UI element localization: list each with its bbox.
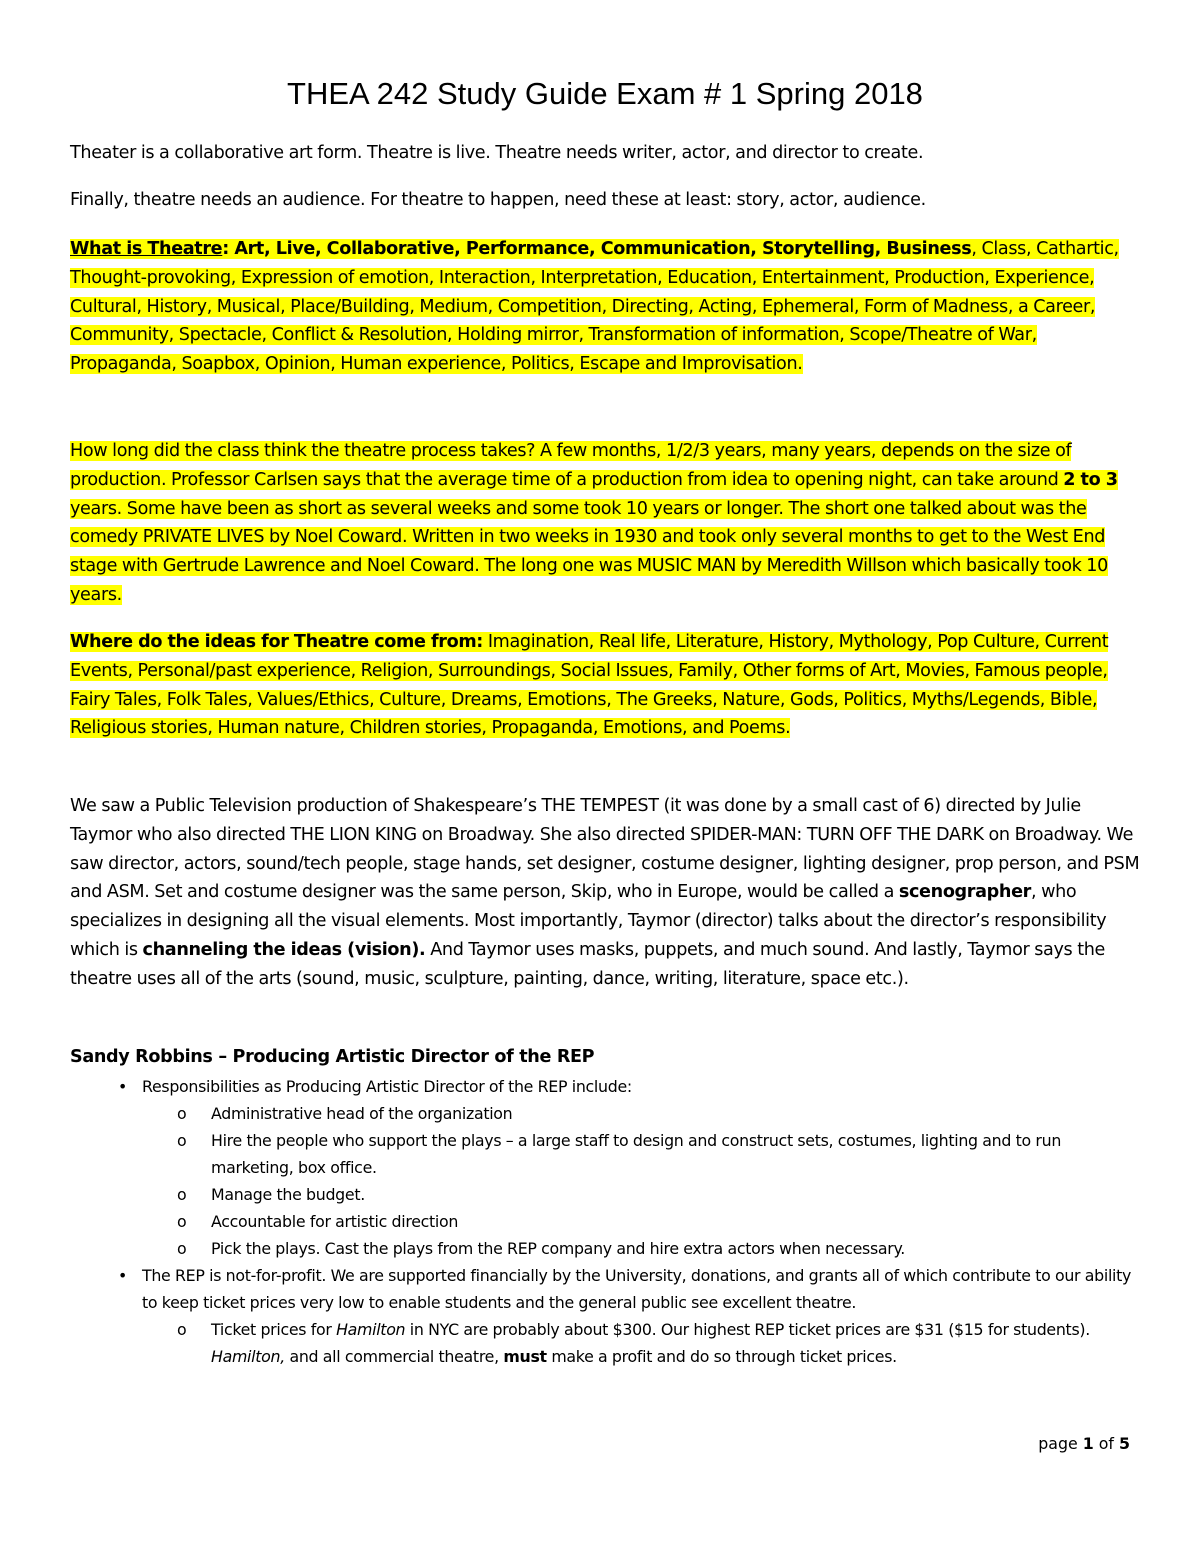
list-item: o Accountable for artistic direction <box>70 1208 1140 1235</box>
list-item: • Responsibilities as Producing Artistic Director of the REP include: <box>70 1073 1140 1100</box>
bullet-icon: • <box>118 1266 128 1285</box>
current-page-number: 1 <box>1082 1434 1094 1453</box>
list-item: o Ticket prices for Hamilton in NYC are probably about $300. Our highest REP ticket prices are $31 ($15 for students). Hamilton, and all commercial theatre, must make a profit and do so through ticket prices. <box>70 1316 1140 1370</box>
total-pages-number: 5 <box>1119 1434 1130 1453</box>
list-item: o Manage the budget. <box>70 1181 1140 1208</box>
what-is-theatre-key-terms: Art, Live, Collaborative, Performance, Communication, Storytelling, Business <box>228 239 972 259</box>
process-duration: 2 to 3 <box>1063 469 1118 490</box>
page-title: THEA 242 Study Guide Exam # 1 Spring 2018 <box>287 76 923 111</box>
scenographer-term: scenographer <box>898 882 1031 903</box>
theatre-ideas-paragraph <box>70 628 1140 743</box>
list-item: o Administrative head of the organization <box>70 1100 1140 1127</box>
intro-paragraph-2: Finally, theatre needs an audience. For theatre to happen, need these at least: story, actor, audience. <box>70 190 926 210</box>
list-item: • The REP is not-for-profit. We are supported financially by the University, donations, and grants all of which contribute to our ability to keep ticket prices very low to enable students and the general public see excellent theatre. <box>70 1262 1140 1316</box>
channeling-ideas-term: channeling the ideas (vision). <box>142 939 426 960</box>
intro-paragraph-1: Theater is a collaborative art form. Theatre is live. Theatre needs writer, actor, and director to create. <box>70 143 924 163</box>
robbins-list <box>70 1073 1140 1370</box>
list-item: o Hire the people who support the plays – a large staff to design and construct sets, costumes, lighting and to run marketing, box office. <box>70 1127 1140 1181</box>
bullet-icon: • <box>118 1077 128 1096</box>
sub-bullet-icon: o <box>177 1131 187 1150</box>
what-is-theatre-paragraph: What is Theatre: Art, Live, Collaborative, Performance, Communication, Storytelling, Business, Class, Cathartic, Thought-provoking, Expression of emotion, Interaction, Interpretation, Education, Entertainment, Production, Experience, Cultural, History, Musical, Place/Building, Medium, Competition, Directing, Acting, Ephemeral, Form of Madness, a Career, Community, Spectacle, Conflict & Resolution, Holding mirror, Transformation of information, Scope/Theatre of War, Propaganda, Soapbox, Opinion, Human experience, Politics, Escape and Improvisation. <box>70 239 1119 375</box>
sub-bullet-icon: o <box>177 1212 187 1231</box>
what-is-theatre-label: What is Theatre <box>70 239 223 259</box>
sub-bullet-icon: o <box>177 1320 187 1339</box>
robbins-heading: Sandy Robbins – Producing Artistic Director of the REP <box>70 1047 595 1067</box>
sub-bullet-icon: o <box>177 1185 187 1204</box>
tempest-paragraph: We saw a Public Television production of Shakespeare’s THE TEMPEST (it was done by a small cast of 6) directed by Julie Taymor who also directed THE LION KING on Broadway. She also directed SPIDER-MAN: TURN OFF THE DARK on Broadway. We saw director, actors, sound/tech people, stage hands, set designer, costume designer, lighting designer, prop person, and PSM and ASM. Set and costume designer was the same person, Skip, who in Europe, would be called a scenographer, who specializes in designing all the visual elements. Most importantly, Taymor (director) talks about the director’s responsibility which is channeling the ideas (vision). And Taymor uses masks, puppets, and much sound. And lastly, Taymor says the theatre uses all of the arts (sound, music, sculpture, painting, dance, writing, literature, space etc.). <box>70 796 1140 989</box>
sub-bullet-icon: o <box>177 1239 187 1258</box>
ideas-label: Where do the ideas for Theatre come from: <box>70 632 483 652</box>
theatre-process-paragraph: How long did the class think the theatre process takes? A few months, 1/2/3 years, many years, depends on the size of production. Professor Carlsen says that the average time of a production from idea to opening night, can take around 2 to 3 years. Some have been as short as several weeks and some took 10 years or longer. The short one talked about was the comedy PRIVATE LIVES by Noel Coward. Written in two weeks in 1930 and took only several months to get to the West End stage with Gertrude Lawrence and Noel Coward. The long one was MUSIC MAN by Meredith Willson which basically took 10 years. <box>70 441 1118 605</box>
ideas-list: Imagination, Real life, Literature, History, Mythology, Pop Culture, Current Events, Personal/past experience, Religion, Surroundings, Social Issues, Family, Other forms of Art, Movies, Famous people, Fairy Tales, Folk Tales, Values/Ethics, Culture, Dreams, Emotions, The Greeks, Nature, Gods, Politics, Myths/Legends, Bible, Religious stories, Human nature, Children stories, Propaganda, Emotions, and Poems. <box>70 632 1109 739</box>
page-number: page 1 of 5 <box>1038 1434 1130 1453</box>
what-is-theatre-terms: , Class, Cathartic, Thought-provoking, Expression of emotion, Interaction, Interpretation, Education, Entertainment, Production, Experience, Cultural, History, Musical, Place/Building, Medium, Competition, Directing, Acting, Ephemeral, Form of Madness, a Career, Community, Spectacle, Conflict & Resolution, Holding mirror, Transformation of information, Scope/Theatre of War, Propaganda, Soapbox, Opinion, Human experience, Politics, Escape and Improvisation. <box>70 239 1119 375</box>
list-item: o Pick the plays. Cast the plays from the REP company and hire extra actors when necessary. <box>70 1235 1140 1262</box>
sub-bullet-icon: o <box>177 1104 187 1123</box>
